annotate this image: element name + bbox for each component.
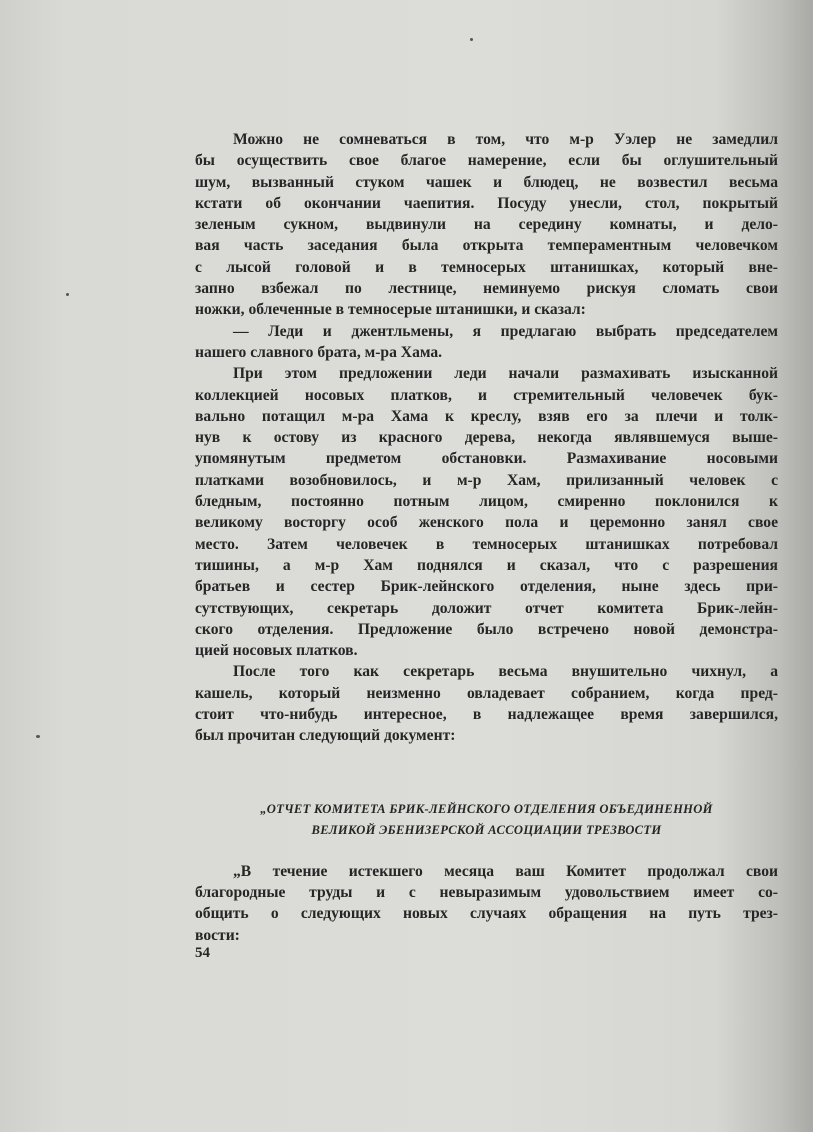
text-line: братьев и сестер Брик-лейнского отделения, ныне здесь при- (195, 578, 778, 596)
text-line: место. Затем человечек в темносерых штанишках потребовал (195, 535, 778, 553)
page-body (195, 129, 778, 946)
text-line: кстати об окончании чаепития. Посуду унесли, стол, покрытый (195, 194, 778, 212)
text-line: После того как секретарь весьма внушительно чихнул, а (233, 663, 778, 681)
text-line: платками возобновилось, и м-р Хам, прилизанный человек с (195, 471, 778, 489)
text-line: вости: (195, 926, 240, 944)
text-line: был прочитан следующий документ: (195, 727, 456, 745)
text-line: шум, вызванный стуком чашек и блюдец, не возвестил весьма (195, 173, 778, 191)
scan-speck (66, 293, 69, 296)
text-line: сутствующих, секретарь доложит отчет комитета Брик-лейн- (195, 599, 778, 617)
paragraph (195, 321, 778, 364)
paragraph (195, 129, 778, 321)
text-line: тишины, а м-р Хам поднялся и сказал, что с разрешения (195, 556, 778, 574)
text-line: зеленым сукном, выдвинули на середину комнаты, и дело- (195, 216, 778, 234)
text-line: бледным, постоянно потным лицом, смиренно поклонился к (195, 493, 778, 511)
text-line: бы осуществить свое благое намерение, если бы оглушительный (195, 152, 778, 170)
text-line: При этом предложении леди начали размахивать изысканной (233, 365, 778, 383)
text-line: кашель, который неизменно овладевает собранием, когда пред- (195, 684, 778, 702)
text-line: нув к остову из красного дерева, некогда являвшемуся выше- (195, 429, 778, 447)
paragraph (195, 661, 778, 746)
scan-speck (470, 38, 473, 41)
scan-speck (36, 735, 40, 738)
paragraph (195, 363, 778, 661)
text-line: вально потащил м-ра Хама к креслу, взяв его за плечи и толк- (195, 407, 778, 425)
text-line: „В течение истекшего месяца ваш Комитет продолжал свои (233, 862, 778, 880)
heading-line: ВЕЛИКОЙ ЭБЕНИЗЕРСКОЙ АССОЦИАЦИИ ТРЕЗВОСТИ (311, 822, 662, 837)
text-line: запно взбежал по лестнице, неминуемо рискуя сломать свои (195, 280, 778, 298)
text-line: благородные труды и с невыразимым удовольствием имеет со- (195, 883, 778, 901)
text-line: ского отделения. Предложение было встречено новой демонстра- (195, 620, 778, 638)
text-line: Можно не сомневаться в том, что м-р Уэлер не замедлил (233, 131, 778, 148)
text-line: цией носовых платков. (195, 642, 358, 660)
text-line: упомянутым предметом обстановки. Размахивание носовыми (195, 450, 778, 468)
text-line: стоит что-нибудь интересное, в надлежащее время завершился, (195, 706, 778, 724)
text-line: — Леди и джентльмены, я предлагаю выбрать председателем (233, 322, 778, 340)
text-line: коллекцией носовых платков, и стремительный человечек бук- (195, 386, 778, 404)
text-line: общить о следующих новых случаях обращения на путь трез- (195, 905, 778, 923)
report-paragraph (195, 861, 778, 946)
report-heading (195, 799, 778, 841)
heading-line: „ОТЧЕТ КОМИТЕТА БРИК-ЛЕЙНСКОГО ОТДЕЛЕНИЯ ОБЪЕДИНЕННОЙ (260, 801, 713, 816)
page-number: 54 (195, 945, 210, 961)
text-line: ножки, облеченные в темносерые штанишки, и сказал: (195, 301, 586, 319)
text-line: с лысой головой и в темносерых штанишках, который вне- (195, 258, 778, 276)
text-line: великому восторгу особ женского пола и церемонно занял свое (195, 514, 778, 532)
text-line: вая часть заседания была открыта темпераментным человечком (195, 237, 778, 255)
text-line: нашего славного брата, м-ра Хама. (195, 343, 443, 361)
